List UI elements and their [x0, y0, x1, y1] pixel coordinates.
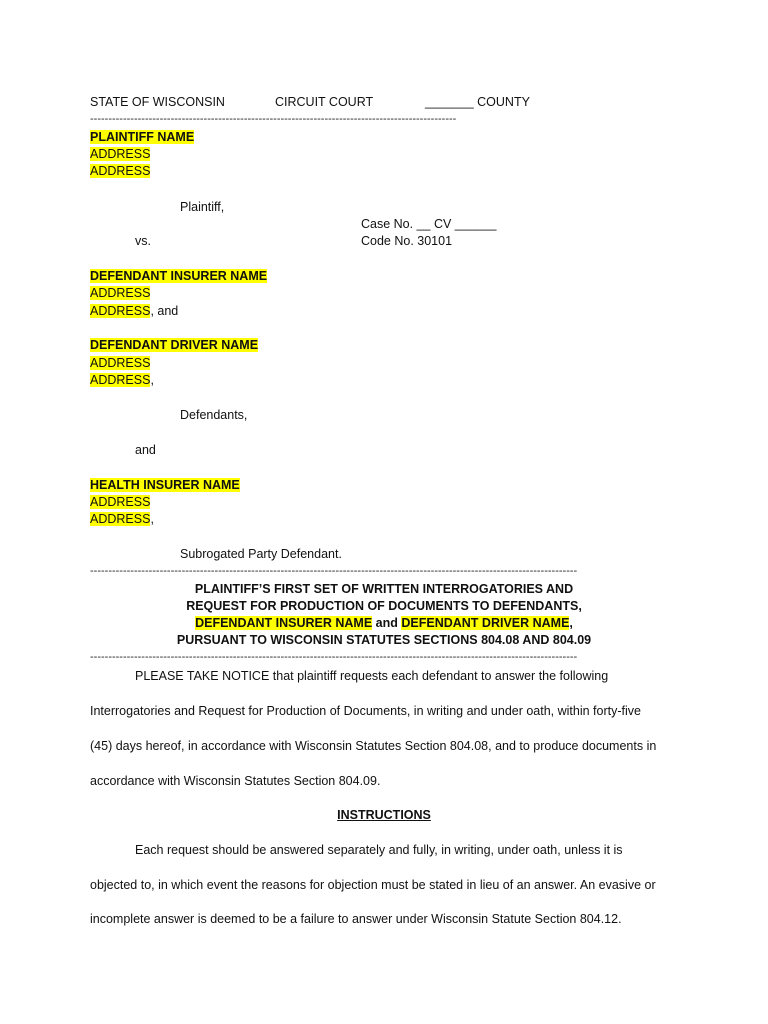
code-number: Code No. 30101 [361, 234, 453, 248]
title-line-3 [90, 616, 678, 630]
title-line-1: PLAINTIFF’S FIRST SET OF WRITTEN INTERROGATORIES AND [194, 582, 574, 596]
instruction-line-2: objected to, in which event the reasons for objection must be stated in lieu of an answer. An evasive or [90, 878, 656, 892]
title-line-4: PURSUANT TO WISCONSIN STATUTES SECTIONS 804.08 AND 804.09 [176, 633, 592, 647]
comma-suffix: , [150, 373, 154, 387]
court-label: CIRCUIT COURT [275, 95, 374, 109]
health-insurer-address-2: ADDRESS [90, 512, 151, 526]
county-label: _______ COUNTY [425, 95, 530, 109]
case-number: Case No. __ CV ______ [361, 217, 497, 231]
defendant-insurer-name: DEFENDANT INSURER NAME [90, 269, 268, 283]
comma-suffix: , [150, 512, 154, 526]
instruction-line-1: Each request should be answered separately and fully, in writing, under oath, unless it is [135, 843, 623, 857]
defendant-insurer-address-2: ADDRESS [90, 304, 151, 318]
subrogated-label: Subrogated Party Defendant. [180, 547, 342, 561]
health-insurer-address-1: ADDRESS [90, 495, 151, 509]
defendant-driver-name: DEFENDANT DRIVER NAME [90, 338, 259, 352]
defendants-label: Defendants, [180, 408, 248, 422]
title-line-2: REQUEST FOR PRODUCTION OF DOCUMENTS TO DEFENDANTS, [186, 599, 582, 613]
caption-divider-short: ---------------------------------------------------------------------------------------------------- [90, 113, 457, 125]
plaintiff-address-1: ADDRESS [90, 147, 151, 161]
and-suffix: , and [150, 304, 179, 318]
state-label: STATE OF WISCONSIN [90, 95, 225, 109]
instructions-heading: INSTRUCTIONS [337, 808, 431, 822]
title-divider-bottom: ------------------------------------------------------------------------------------------------------------------------------------- [90, 651, 578, 663]
notice-line-2: Interrogatories and Request for Production of Documents, in writing and under oath, within forty-five [90, 704, 641, 718]
defendant-insurer-address-1: ADDRESS [90, 286, 151, 300]
defendant-insurer-address-2-line [90, 304, 178, 318]
title-defendant-driver: DEFENDANT DRIVER NAME [401, 616, 570, 630]
notice-line-3: (45) days hereof, in accordance with Wisconsin Statutes Section 804.08, and to produce documents in [90, 739, 657, 753]
notice-line-1: PLEASE TAKE NOTICE that plaintiff requests each defendant to answer the following [135, 669, 609, 683]
health-insurer-address-2-line [90, 512, 154, 526]
defendant-driver-address-1: ADDRESS [90, 356, 151, 370]
notice-line-4: accordance with Wisconsin Statutes Section 804.09. [90, 774, 381, 788]
defendant-driver-address-2: ADDRESS [90, 373, 151, 387]
title-defendant-insurer: DEFENDANT INSURER NAME [195, 616, 373, 630]
defendant-driver-address-2-line [90, 373, 154, 387]
plaintiff-name: PLAINTIFF NAME [90, 130, 195, 144]
title-comma: , [569, 616, 573, 630]
title-divider-top: ------------------------------------------------------------------------------------------------------------------------------------- [90, 565, 578, 577]
plaintiff-address-2: ADDRESS [90, 164, 151, 178]
title-and: and [372, 616, 402, 630]
versus-label: vs. [135, 234, 151, 248]
health-insurer-name: HEALTH INSURER NAME [90, 478, 240, 492]
instruction-line-3: incomplete answer is deemed to be a failure to answer under Wisconsin Statute Section 804.12. [90, 912, 622, 926]
and-label: and [135, 443, 156, 457]
plaintiff-label: Plaintiff, [180, 200, 225, 214]
